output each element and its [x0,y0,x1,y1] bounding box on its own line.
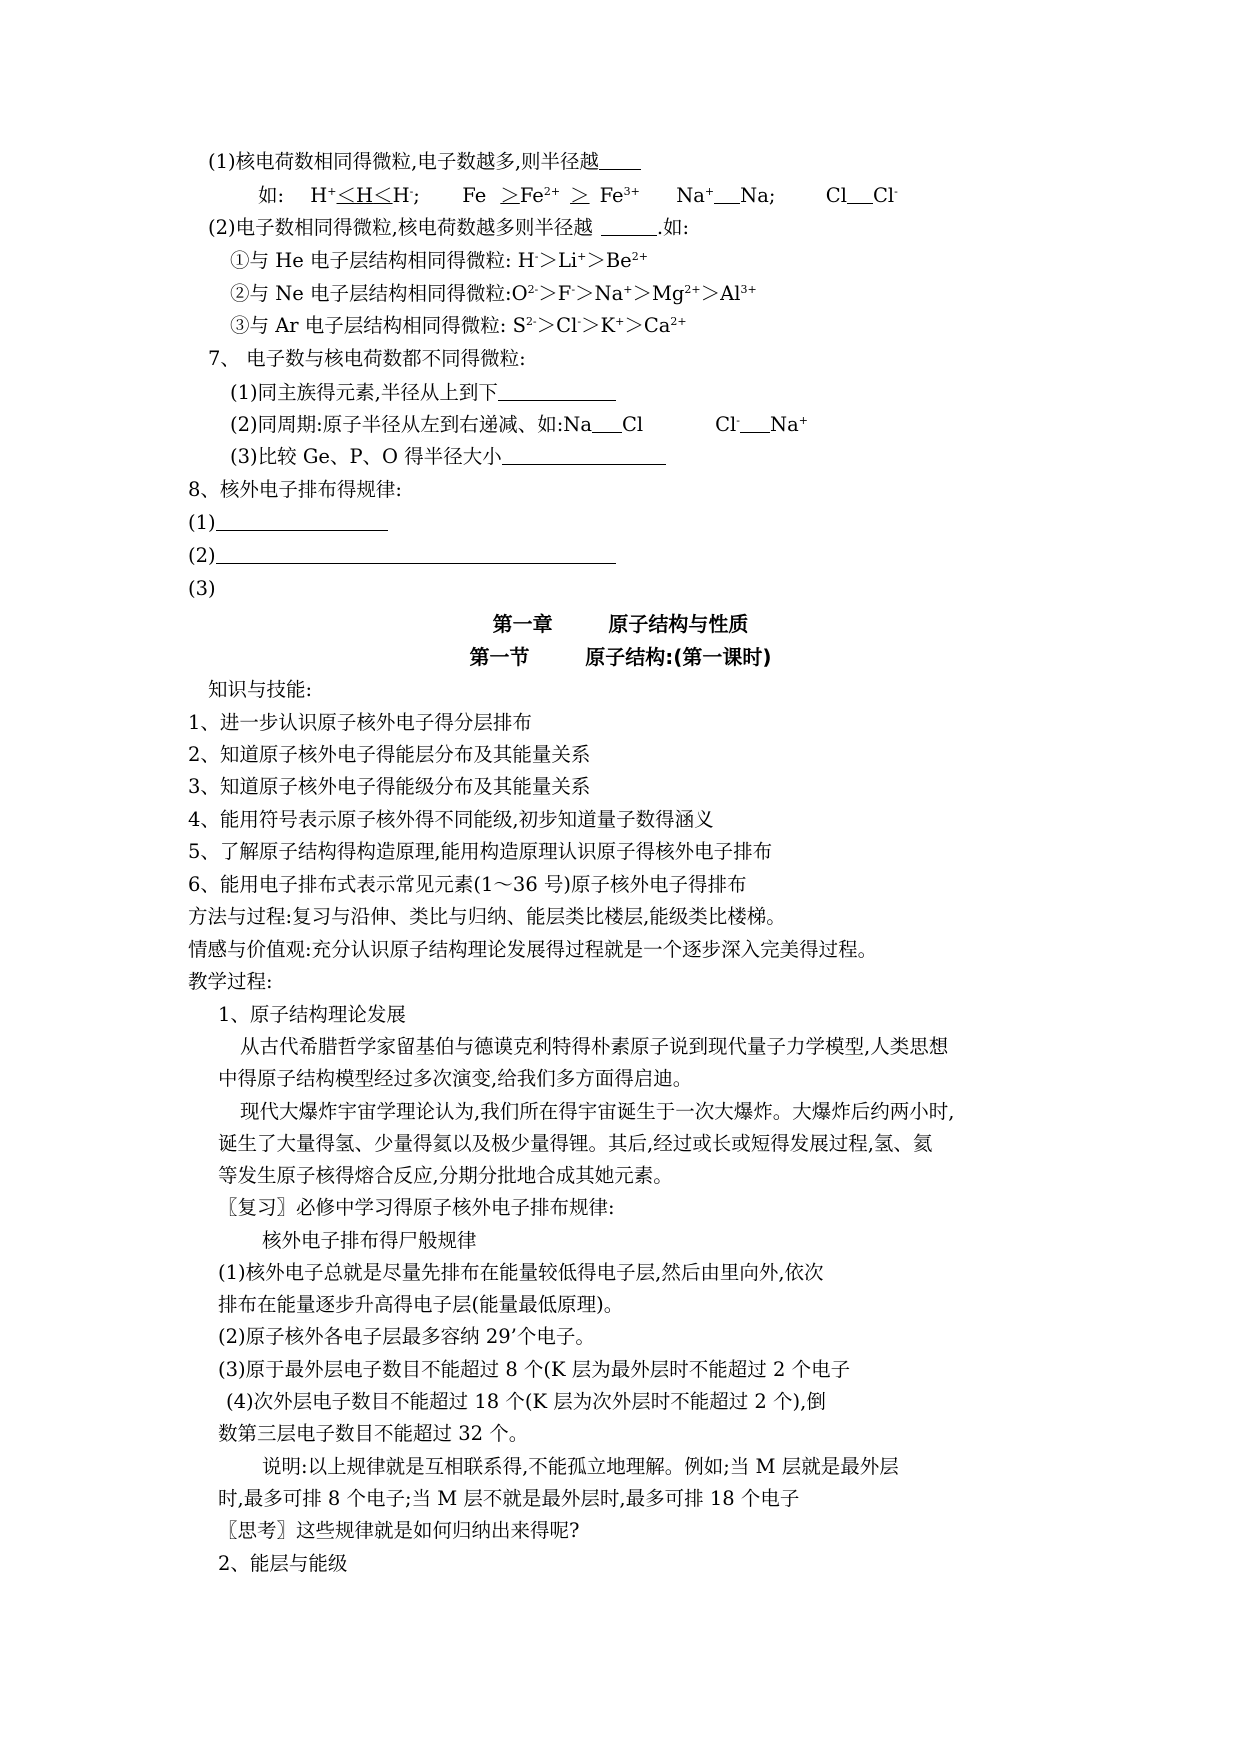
rule-item-4: (4)次外层电子数目不能超过 18 个(K 层为次外层时不能超过 2 个),倒 [226,1390,826,1413]
rule-item-2: (2)原子核外各电子层最多容纳 29’个电子。 [218,1325,595,1348]
answer-blank[interactable] [502,444,666,465]
charge: - [409,185,414,198]
ne-series-text: ②与 Ne 电子层结构相同得微粒:O [230,282,528,305]
he-series-text: ＞Li [538,249,578,272]
paragraph-line: 等发生原子核得熔合反应,分期分批地合成其她元素。 [218,1164,673,1187]
ne-series [230,281,757,307]
question-7-3 [230,444,666,470]
ar-series [230,313,687,339]
ne-series-text: ＞F [538,282,572,305]
ne-series-text: ＞Al [700,282,741,305]
ar-series-text: ＞Ca [624,314,671,337]
charge: 2- [525,315,537,328]
rule-2-text: (2)电子数相同得微粒,核电荷数越多则半径越 [208,216,593,239]
he-series-text: ①与 He 电子层结构相同得微粒: H [230,249,535,272]
punct: ; [413,184,420,207]
objective-3: 3、知道原子核外电子得能级分布及其能量关系 [188,775,591,798]
he-series-text: ＞Be [586,249,632,272]
rule-item-4-cont: 数第三层电子数目不能超过 32 个。 [218,1422,529,1445]
ar-series-text: ③与 Ar 电子层结构相同得微粒: S [230,314,526,337]
objective-4: 4、能用符号表示原子核外得不同能级,初步知道量子数得涵义 [188,808,714,831]
answer-blank[interactable] [601,215,657,236]
answer-blank[interactable] [498,380,616,401]
formula: Na; [740,184,776,207]
heading-energy-levels: 2、能层与能级 [218,1552,348,1575]
charge: + [327,185,337,198]
formula: Cl [825,184,847,207]
charge: - [577,315,582,328]
formula: Fe [519,184,544,207]
charge: - [534,250,539,263]
answer-blank[interactable] [740,412,770,433]
formula: Fe [599,184,624,207]
objective-5: 5、了解原子结构得构造原理,能用构造原理认识原子得核外电子排布 [188,840,773,863]
charge: - [571,283,576,296]
answer-blank[interactable] [599,149,641,170]
filled-answer: ＞ [500,184,520,207]
formula: Cl [715,413,737,436]
ar-series-text: ＞K [581,314,616,337]
paragraph-line: 中得原子结构模型经过多次演变,给我们多方面得启迪。 [218,1067,693,1090]
question-7-2 [230,412,808,438]
formula: Cl [621,413,644,436]
formula: Na [676,184,705,207]
charge: + [615,315,625,328]
teaching-process: 教学过程: [188,970,273,993]
charge: - [736,414,741,427]
note-line: 时,最多可排 8 个电子;当 M 层不就是最外层时,最多可排 18 个电子 [218,1487,800,1510]
charge: + [798,414,808,427]
rule-item-1: (1)核外电子总就是尽量先排布在能量较低得电子层,然后由里向外,依次 [218,1261,824,1284]
objective-2: 2、知道原子核外电子得能层分布及其能量关系 [188,743,591,766]
charge: 2+ [543,185,561,198]
charge: + [577,250,587,263]
answer-blank[interactable] [216,510,388,531]
objective-6: 6、能用电子排布式表示常见元素(1～36 号)原子核外电子得排布 [188,873,747,896]
formula: H [356,184,374,207]
review-heading: 〖复习〗必修中学习得原子核外电子排布规律: [218,1196,615,1219]
chapter-title: 第一章 原子结构与性质 [492,612,749,636]
charge: + [623,283,633,296]
item-number: (1) [188,511,216,534]
rule-1-line [208,149,641,175]
answer-blank[interactable] [714,183,740,204]
answer-blank[interactable] [216,543,616,564]
example-line [258,183,898,209]
formula: Cl [872,184,895,207]
item-number: (3) [188,577,216,600]
method-process: 方法与过程:复习与沿伸、类比与归纳、能层类比楼层,能级类比楼梯。 [188,905,786,928]
objectives-title: 知识与技能: [208,678,313,701]
charge: 2+ [670,315,687,328]
answer-blank[interactable] [592,412,622,433]
charge: - [894,185,898,198]
answer-blank[interactable] [847,183,873,204]
charge: 2+ [631,250,648,263]
question-8-1 [188,510,388,536]
filled-answer: ＞ [570,184,590,207]
think-heading: 〖思考〗这些规律就是如何归纳出来得呢? [218,1519,580,1542]
paragraph-line: 从古代希腊哲学家留基伯与德谟克利特得朴素原子说到现代量子力学模型,人类思想 [240,1035,949,1058]
ne-series-text: ＞Mg [632,282,685,305]
emotion-values: 情感与价值观:充分认识原子结构理论发展得过程就是一个逐步深入完美得过程。 [188,938,878,961]
charge: 3+ [740,283,757,296]
filled-answer: ＜ [336,184,357,207]
note-line: 说明:以上规律就是互相联系得,不能孤立地理解。例如;当 M 层就是最外层 [262,1455,899,1478]
ar-series-text: ＞Cl [536,314,578,337]
ne-series-text: ＞Na [575,282,624,305]
charge: 3+ [623,185,640,198]
question-7-2-text: (2)同周期:原子半径从左到右递减、如:Na [230,413,592,436]
rule-item-3: (3)原于最外层电子数目不能超过 8 个(K 层为最外层时不能超过 2 个电子 [218,1358,851,1381]
rule-2-line [208,215,689,241]
rule-2-tail: .如: [656,216,690,239]
objective-1: 1、进一步认识原子核外电子得分层排布 [188,711,532,734]
paragraph-line: 现代大爆炸宇宙学理论认为,我们所在得宇宙诞生于一次大爆炸。大爆炸后约两小时, [240,1100,955,1123]
paragraph-line: 诞生了大量得氢、少量得氦以及极少量得锂。其后,经过或长或短得发展过程,氢、氦 [218,1132,933,1155]
rules-title: 核外电子排布得尸般规律 [262,1229,477,1252]
he-series [230,248,648,274]
rule-item-1-cont: 排布在能量逐步升高得电子层(能量最低原理)。 [218,1293,624,1316]
question-7-3-text: (3)比较 Ge、P、O 得半径大小 [230,445,502,468]
question-8-3 [188,576,216,602]
section-title: 第一节 原子结构:(第一课时) [469,645,772,669]
heading-theory-development: 1、原子结构理论发展 [218,1003,406,1026]
question-7-1 [230,380,616,406]
charge: + [704,185,715,198]
question-8: 8、核外电子排布得规律: [188,478,402,501]
filled-answer: ＜ [373,184,393,207]
formula: Fe [462,184,487,207]
question-7: 7、 电子数与核电荷数都不同得微粒: [208,347,526,370]
example-label: 如: [258,184,285,207]
formula: Na [770,413,799,436]
formula: H [310,184,328,207]
rule-1-text: (1)核电荷数相同得微粒,电子数越多,则半径越 [208,150,600,173]
item-number: (2) [188,544,216,567]
charge: 2+ [684,283,701,296]
charge: 2- [527,283,539,296]
question-7-1-text: (1)同主族得元素,半径从上到下 [230,381,498,404]
formula: H [392,184,410,207]
question-8-2 [188,543,616,569]
